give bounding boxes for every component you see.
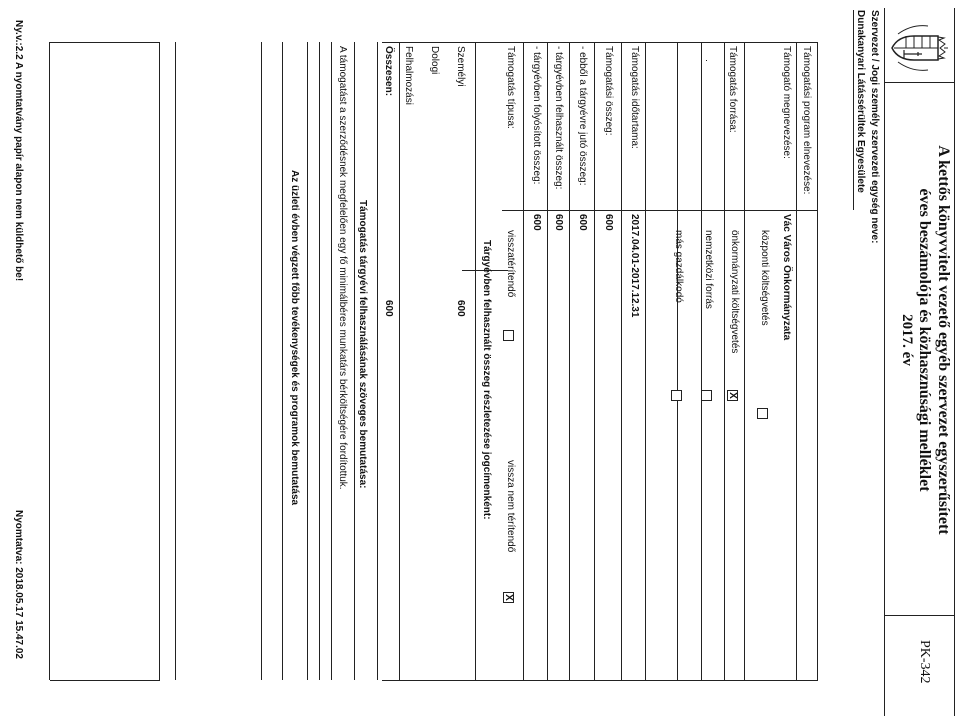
coat-of-arms-icon (888, 22, 948, 74)
source-option: nemzetközi forrás (703, 230, 714, 309)
used-label: - tárgyévben felhasznált összeg: (553, 46, 564, 190)
footer-note: Ny.v.:2.2 A nyomtatvány papír alapon nem küldhető be! (13, 20, 24, 282)
year-share-label: - ebből a tárgyévre jutó összeg: (577, 46, 588, 186)
amount-value: 600 (603, 214, 614, 231)
source-option: központi költségvetés (759, 230, 770, 326)
supporter-label: Támogató megnevezése: (781, 46, 792, 159)
amount-label: Támogatási összeg: (603, 46, 614, 136)
paid-value: 600 (531, 214, 542, 231)
breakdown-row-label: Személyi (455, 46, 466, 87)
source-checkbox[interactable] (757, 408, 768, 419)
breakdown-title: Tárgyévben felhasznált összeg részletezése jogcímenként: (481, 240, 492, 520)
supporter-value: Vác Város Önkormányzata (781, 214, 792, 341)
period-value: 2017.04.01-2017.12.31 (629, 214, 640, 318)
type-refundable-checkbox[interactable] (503, 330, 514, 341)
breakdown-total-value: 600 (383, 300, 394, 317)
source-checkbox[interactable] (701, 390, 712, 401)
breakdown-row-label: Felhalmozási (403, 46, 414, 105)
source-label: Támogatás forrása: (727, 46, 738, 133)
used-value: 600 (553, 214, 564, 231)
program-name-label: Támogatási program elnevezése: (801, 46, 812, 195)
organization-name: Dunakanyari Látássérültek Egyesülete (855, 10, 866, 193)
form-code: PK-342 (917, 640, 932, 684)
form-title: A kettős könyvvitelt vezető egyéb szervezet egyszerűsített (935, 145, 952, 535)
description-title: Támogatás tárgyévi felhasználásának szöveges bemutatása: (357, 200, 368, 489)
paid-label: - tárgyévben folyósított összeg: (531, 46, 542, 185)
period-label: Támogatás időtartama: (629, 46, 640, 149)
print-timestamp: Nyomtatva: 2018.05.17 15.47.02 (13, 510, 24, 659)
organization-label: Szervezet / Jogi személy szervezeti egység neve: (869, 10, 880, 244)
breakdown-total-label: Összesen: (383, 46, 394, 97)
form-subtitle: éves beszámolója és közhasznúsági melléklet (916, 188, 933, 492)
source-option: más gazdálkodó (673, 230, 684, 303)
type-label: Támogatás típusa: (505, 46, 516, 129)
source-checkbox[interactable] (671, 390, 682, 401)
type-nonrefundable-label: vissza nem térítendő (505, 460, 516, 553)
type-nonrefundable-checkbox[interactable]: X (503, 592, 514, 603)
breakdown-row-label: Dologi (429, 46, 440, 75)
report-year: 2017. év (899, 314, 915, 366)
description-text: A támogatást a szerződésnek megfelelően egy fő minimálbéres munkatárs bérköltségére fordítottuk. (337, 46, 348, 490)
source-option: önkormányzati költségvetés (729, 230, 740, 354)
activities-title: Az üzleti évben végzett főbb tevékenységek és programok bemutatása (289, 170, 300, 506)
type-refundable-label: visszatérítendő (505, 230, 516, 298)
breakdown-row-value: 600 (455, 300, 466, 317)
year-share-value: 600 (577, 214, 588, 231)
source-checkbox[interactable]: X (727, 390, 738, 401)
